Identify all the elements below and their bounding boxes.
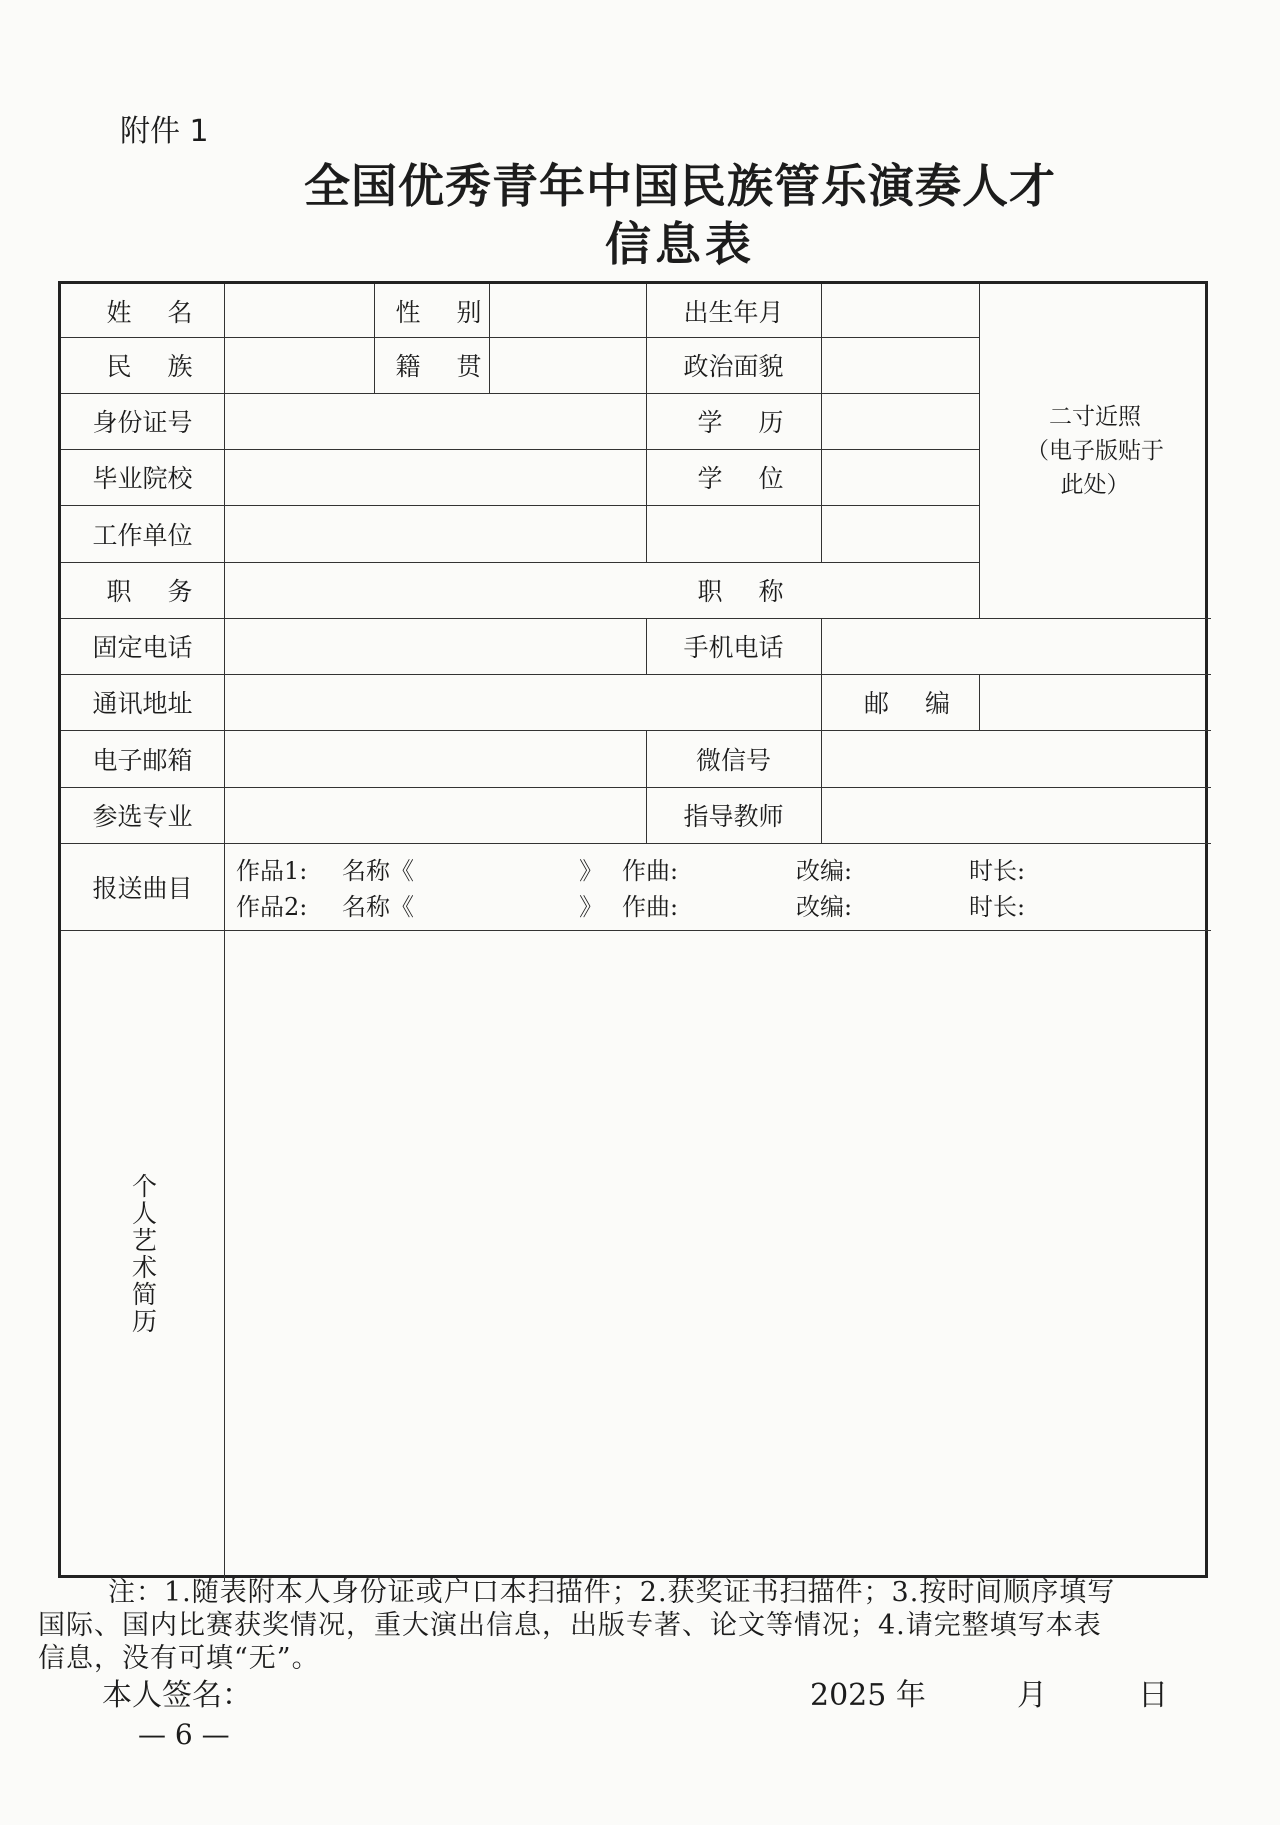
- label-repertoire: 报送曲目: [92, 873, 193, 903]
- teacher-field[interactable]: [821, 787, 1211, 843]
- form-title: 全国优秀青年中国民族管乐演奏人才: [304, 159, 1056, 213]
- address-field[interactable]: [224, 674, 821, 730]
- label-specialty: 参选专业: [92, 802, 193, 831]
- repertoire-field[interactable]: [224, 843, 1211, 930]
- employer-field[interactable]: [224, 505, 979, 562]
- label-bio-cell: [61, 930, 224, 1578]
- education-field[interactable]: [821, 393, 979, 449]
- specialty-field[interactable]: [224, 787, 646, 843]
- work1-composer-label: 作曲:: [622, 857, 679, 885]
- photo-hint: （电子版贴于: [1026, 438, 1164, 464]
- label-name: 姓 名: [106, 297, 207, 327]
- work1-duration-label: 时长:: [969, 857, 1026, 885]
- page-number: — 6 —: [138, 1718, 230, 1751]
- work1-arranger-label: 改编:: [796, 857, 853, 885]
- label-employer: 工作单位: [92, 520, 193, 550]
- work2-label: 作品2:: [236, 893, 308, 921]
- work2-arranger-label: 改编:: [796, 893, 853, 921]
- photo-hint-end: 此处）: [1060, 472, 1130, 498]
- position-field[interactable]: [224, 562, 646, 618]
- note-line-1: 注：1.随表附本人身份证或户口本扫描件；2.获奖证书扫描件；3.按时间顺序填写: [108, 1577, 1116, 1608]
- work2-name-label: 名称《: [342, 893, 414, 921]
- label-landline: 固定电话: [92, 633, 193, 662]
- label-political: 政治面貌: [683, 352, 784, 381]
- date-month: 月: [1016, 1678, 1047, 1713]
- bio-field[interactable]: [224, 930, 1211, 1578]
- label-id-number: 身份证号: [92, 408, 193, 437]
- note-line-3: 信息，没有可填“无”。: [38, 1643, 320, 1674]
- label-email: 电子邮箱: [92, 745, 193, 775]
- label-address: 通讯地址: [92, 689, 193, 718]
- email-field[interactable]: [224, 730, 646, 787]
- label-bio: 个人艺术简历: [128, 1173, 158, 1335]
- footnote: [38, 1576, 1238, 1675]
- work1-name-label: 名称《: [342, 857, 414, 885]
- work1-name-close: 》: [579, 857, 603, 885]
- attachment-label: 附件 1: [120, 114, 209, 149]
- work2-duration-label: 时长:: [969, 893, 1026, 921]
- label-mobile: 手机电话: [683, 633, 784, 662]
- title-field[interactable]: [821, 562, 979, 618]
- label-title: 职 称: [697, 577, 798, 606]
- degree-field[interactable]: [821, 449, 979, 505]
- label-gender: 性 别: [395, 297, 496, 327]
- name-field[interactable]: [224, 284, 374, 337]
- landline-field[interactable]: [224, 618, 646, 674]
- form-subtitle: 信息表: [605, 217, 755, 271]
- date-day: 日: [1138, 1678, 1169, 1713]
- origin-field[interactable]: [489, 337, 646, 393]
- label-position: 职 务: [106, 577, 207, 606]
- date-year: 2025 年: [810, 1678, 926, 1713]
- photo-label: 二寸近照: [1049, 404, 1141, 430]
- postcode-field[interactable]: [979, 674, 1211, 730]
- school-field[interactable]: [224, 449, 646, 505]
- gender-field[interactable]: [489, 284, 646, 337]
- ethnicity-field[interactable]: [224, 337, 374, 393]
- label-degree: 学 位: [697, 464, 798, 493]
- label-origin: 籍 贯: [395, 352, 496, 381]
- photo-placeholder[interactable]: [979, 284, 1211, 618]
- work2-composer-label: 作曲:: [622, 893, 679, 921]
- wechat-field[interactable]: [821, 730, 1211, 787]
- birth-field[interactable]: [821, 284, 979, 337]
- label-wechat: 微信号: [695, 745, 771, 775]
- info-form-table: [58, 281, 1208, 1578]
- signature-label: 本人签名：: [102, 1678, 252, 1713]
- mobile-field[interactable]: [821, 618, 1211, 674]
- label-birth: 出生年月: [683, 297, 784, 327]
- label-school: 毕业院校: [92, 464, 193, 493]
- work1-label: 作品1:: [236, 857, 308, 885]
- work2-name-close: 》: [579, 893, 603, 921]
- id-number-field[interactable]: [224, 393, 646, 449]
- label-ethnicity: 民 族: [106, 352, 207, 381]
- political-field[interactable]: [821, 337, 979, 393]
- label-teacher: 指导教师: [683, 802, 784, 831]
- label-education: 学 历: [697, 408, 798, 437]
- date-line: [810, 1670, 1168, 1714]
- note-line-2: 国际、国内比赛获奖情况，重大演出信息，出版专著、论文等情况；4.请完整填写本表: [38, 1610, 1102, 1641]
- label-postcode: 邮 编: [864, 689, 964, 718]
